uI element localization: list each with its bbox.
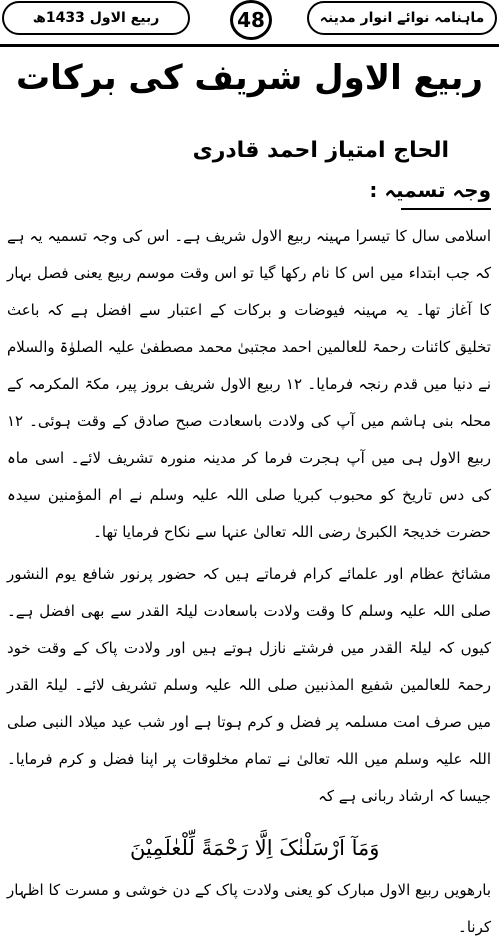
article-title: ربیع الاول شریف کی برکات bbox=[15, 58, 484, 98]
article-author: الحاج امتیاز احمد قادری bbox=[192, 138, 449, 163]
paragraph-1: اسلامی سال کا تیسرا مہینہ ربیع الاول شریف ہے۔ اس کی وجہ تسمیہ یہ ہے کہ جب ابتداء میں اس کا نام رکھا گیا تو اس وقت موسم ربیع یعنی فصل بہار کا آغاز تھا۔ یہ مہینہ فیوضات و برکات کے اعتبار سے افضل ہے کہ باعث تخلیق کائنات رحمۃ للعالمین احمد مجتبیٰ محمد مصطفیٰ علیہ الصلوٰۃ والسلام نے دنیا میں قدم رنجہ فرمایا۔ ۱۲ ربیع الاول شریف بروز پیر، مکۃ المکرمہ کے محلہ بنی ہاشم میں آپ کی ولادت باسعادت صبح صادق کے وقت ہوئی۔ ۱۲ ربیع الاول ہی میں آپ ہجرت فرما کر مدینہ منورہ تشریف لائے۔ اسی ماہ کی دس تاریخ کو محبوب کبریا صلی اللہ علیہ وسلم نے ام المؤمنین سیدہ حضرت خدیجۃ الکبریٰ رضی اللہ تعالیٰ عنہا سے نکاح فرمایا تھا۔ bbox=[7, 227, 491, 541]
quranic-verse: وَمَآ اَرْسَلْنٰکَ اِلَّا رَحْمَةً لِّلْعٰلَمِیْنَ bbox=[130, 836, 380, 860]
issue-date-badge bbox=[2, 1, 190, 35]
magazine-name-text: ماہنامہ نوائے انوار مدینہ bbox=[319, 10, 485, 26]
header-divider bbox=[0, 44, 499, 47]
section-heading-underline bbox=[401, 208, 491, 210]
page-number-text: 48 bbox=[237, 8, 265, 32]
issue-date-text: ربیع الاول 1433ھ bbox=[32, 10, 160, 26]
section-heading: وجہ تسمیہ : bbox=[369, 178, 491, 202]
paragraph-2: مشائخ عظام اور علمائے کرام فرماتے ہیں کہ حضور پرنور شافع یوم النشور صلی اللہ علیہ وسلم کا وقت ولادت باسعادت لیلۃ القدر سے بھی افضل ہے۔ کیوں کہ لیلۃ القدر میں فرشتے نازل ہوتے ہیں اور ولادت پاک کے وقت خود رحمۃ للعالمین شفیع المذنبین صلی اللہ علیہ وسلم تشریف لائے۔ لیلۃ القدر میں صرف امت مسلمہ پر فضل و کرم ہوتا ہے اور شب عید میلاد النبی صلی اللہ علیہ وسلم میں اللہ تعالیٰ نے تمام مخلوقات پر اپنا فضل و کرم فرمایا۔ جیسا کہ ارشاد ربانی ہے کہ bbox=[7, 565, 491, 805]
magazine-name-badge bbox=[307, 1, 497, 35]
page-number-circle bbox=[230, 0, 272, 40]
paragraph-3: بارھویں ربیع الاول مبارک کو یعنی ولادت پاک کے دن خوشی و مسرت کا اظہار کرنا۔ bbox=[7, 881, 491, 936]
page-header bbox=[0, 0, 499, 44]
